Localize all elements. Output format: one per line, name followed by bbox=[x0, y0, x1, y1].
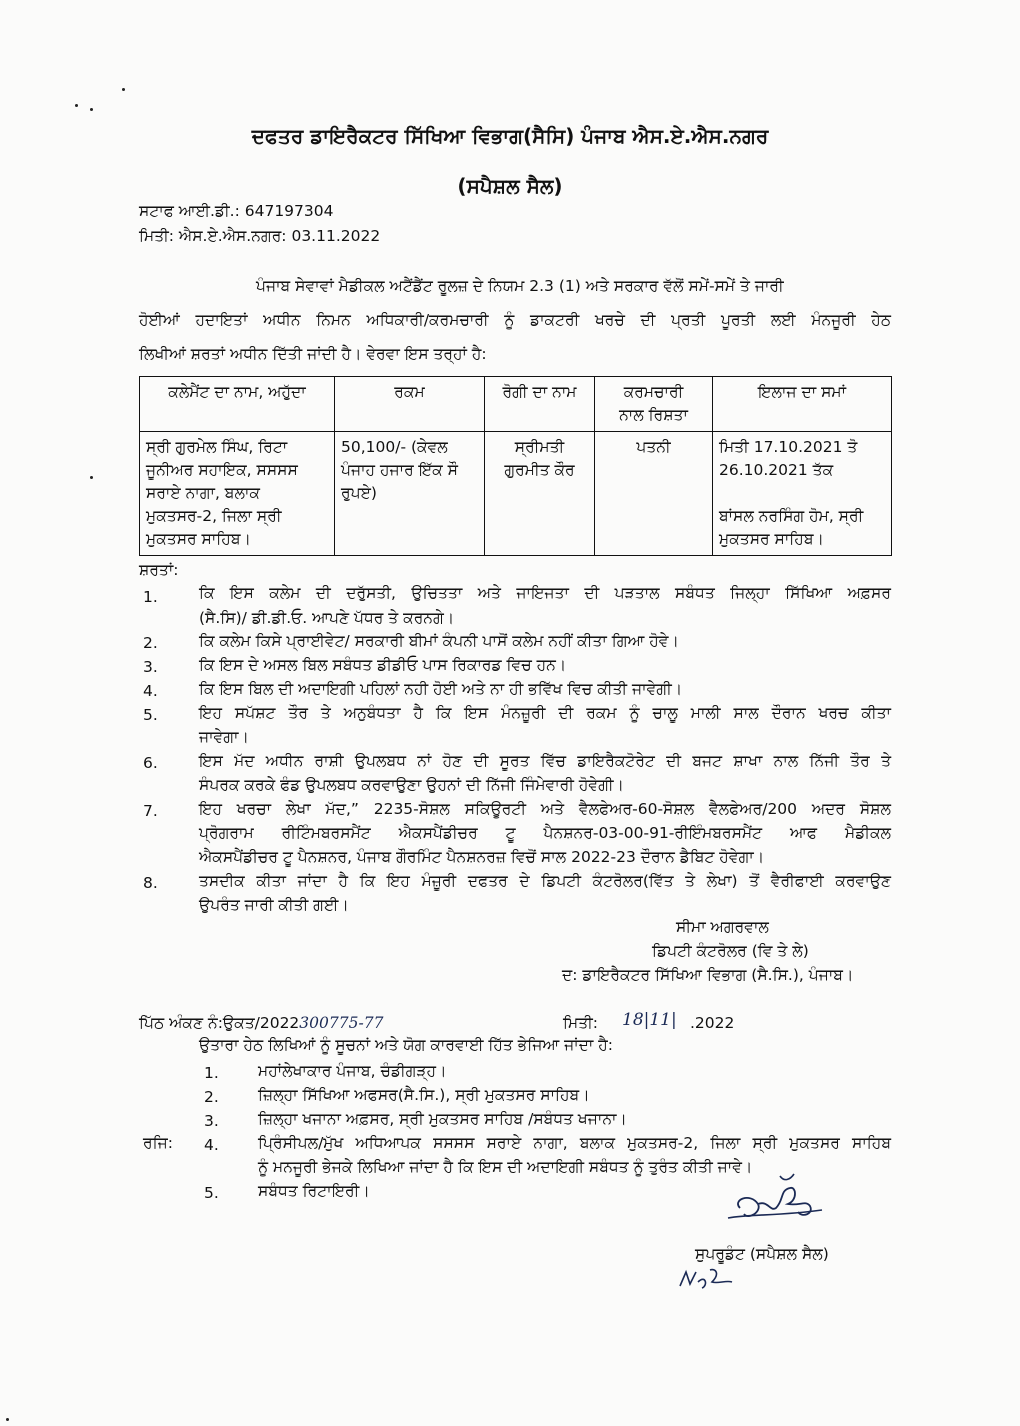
condition-text: ਜਾਵੇਗਾ। bbox=[199, 728, 249, 746]
condition-number: 7. bbox=[143, 802, 158, 820]
scan-speck bbox=[122, 88, 125, 91]
treatment-period-cell: ਮਿਤੀ 17.10.2021 ਤੋ 26.10.2021 ਤੱਕ ਬਾਂਸਲ ਨਰਸਿੰਗ ਹੋਮ, ਸ੍ਰੀ ਮੁਕਤਸਰ ਸਾਹਿਬ। bbox=[713, 432, 892, 556]
endorsement-number bbox=[139, 1014, 383, 1033]
condition-text: ਕਿ ਕਲੇਮ ਕਿਸੇ ਪ੍ਰਾਈਵੇਟ/ ਸਰਕਾਰੀ ਬੀਮਾਂ ਕੰਪਨੀ ਪਾਸੋਂ ਕਲੇਮ ਨਹੀਂ ਕੀਤਾ ਗਿਆ ਹੋਵੇ। bbox=[199, 632, 679, 650]
signatory-name: ਸੀਮਾ ਅਗਰਵਾਲ bbox=[676, 918, 769, 936]
cell-title: (ਸਪੈਸ਼ਲ ਸੈਲ) bbox=[457, 174, 563, 198]
condition-text: ਤਸਦੀਕ ਕੀਤਾ ਜਾਂਦਾ ਹੈ ਕਿ ਇਹ ਮੰਜ਼ੂਰੀ ਦਫਤਰ ਦੇ ਡਿਪਟੀ ਕੰਟਰੋਲਰ(ਵਿੱਤ ਤੇ ਲੇਖਾ) ਤੋਂ ਵੈਰੀਫਾਈ ਕਰਵਾਉਣ bbox=[199, 872, 891, 890]
claim-table-header: ਰਕਮ bbox=[335, 377, 485, 432]
condition-text: ਇਹ ਖਰਚਾ ਲੇਖਾ ਮੱਦ,” 2235-ਸੋਸ਼ਲ ਸਕਿਊਰਟੀ ਅਤੇ ਵੈਲਫੇਅਰ-60-ਸੋਸ਼ਲ ਵੈਲਫੇਅਰ/200 ਅਦਰ ਸੋਸ਼ਲ bbox=[199, 800, 891, 818]
condition-text: ਇਸ ਮੱਦ ਅਧੀਨ ਰਾਸ਼ੀ ਉਪਲਬਧ ਨਾਂ ਹੋਣ ਦੀ ਸੂਰਤ ਵਿੱਚ ਡਾਇਰੈਕਟੋਰੇਟ ਦੀ ਬਜਟ ਸ਼ਾਖਾ ਨਾਲ ਨਿੱਜੀ ਤੌਰ ਤੇ bbox=[199, 752, 891, 770]
claim-table-header: ਇਲਾਜ ਦਾ ਸਮਾਂ bbox=[713, 377, 892, 432]
claim-table-header: ਕਲੇਮੈਂਟ ਦਾ ਨਾਮ, ਅਹੁੱਦਾ bbox=[140, 377, 335, 432]
registered-label: ਰਜਿ: bbox=[143, 1134, 173, 1152]
recipient-number: 4. bbox=[204, 1136, 219, 1154]
claimant-cell: ਸ੍ਰੀ ਗੁਰਮੇਲ ਸਿੰਘ, ਰਿਟਾ ਜੂਨੀਅਰ ਸਹਾਇਕ, ਸਸਸਸ ਸਰਾਏ ਨਾਗਾ, ਬਲਾਕ ਮੁਕਤਸਰ-2, ਜਿਲਾ ਸ੍ਰੀ ਮੁਕਤਸਰ ਸਾਹਿਬ। bbox=[140, 432, 335, 556]
claim-table-header: ਰੋਗੀ ਦਾ ਨਾਮ bbox=[485, 377, 595, 432]
copy-forward-line: ਉਤਾਰਾ ਹੇਠ ਲਿਖਿਆਂ ਨੂੰ ਸੂਚਨਾਂ ਅਤੇ ਯੋਗ ਕਾਰਵਾਈ ਹਿੱਤ ਭੇਜਿਆ ਜਾਂਦਾ ਹੈ: bbox=[199, 1036, 614, 1054]
handwritten-dispatch-number: 300775-77 bbox=[299, 1014, 384, 1032]
endorsement-prefix: ਪਿੱਠ ਅੰਕਣ ਨੰ:ਉਕਤ/2022 bbox=[139, 1014, 300, 1032]
recipient-number: 1. bbox=[204, 1064, 219, 1082]
intro-line-2: ਹੋਈਆਂ ਹਦਾਇਤਾਂ ਅਧੀਨ ਨਿਮਨ ਅਧਿਕਾਰੀ/ਕਰਮਚਾਰੀ ਨੂੰ ਡਾਕਟਰੀ ਖਰਚੇ ਦੀ ਪ੍ਰਤੀ ਪੂਰਤੀ ਲਈ ਮੰਨਜੂਰੀ ਹੇਠ bbox=[139, 311, 891, 329]
intro-line-3: ਲਿਖੀਆਂ ਸ਼ਰਤਾਂ ਅਧੀਨ ਦਿੱਤੀ ਜਾਂਦੀ ਹੈ। ਵੇਰਵਾ ਇਸ ਤਰ੍ਹਾਂ ਹੈ: bbox=[139, 345, 487, 363]
condition-number: 2. bbox=[143, 634, 158, 652]
condition-number: 6. bbox=[143, 754, 158, 772]
condition-text: ਕਿ ਇਸ ਬਿਲ ਦੀ ਅਦਾਇਗੀ ਪਹਿਲਾਂ ਨਹੀ ਹੋਈ ਅਤੇ ਨਾ ਹੀ ਭਵਿੱਖ ਵਿਚ ਕੀਤੀ ਜਾਵੇਗੀ। bbox=[199, 680, 683, 698]
staff-id: ਸਟਾਫ ਆਈ.ਡੀ.: 647197304 bbox=[139, 202, 334, 220]
condition-text: ਇਹ ਸਪੱਸ਼ਟ ਤੌਰ ਤੇ ਅਨੁਬੰਧਤਾ ਹੈ ਕਿ ਇਸ ਮੰਨਜ਼ੂਰੀ ਦੀ ਰਕਮ ਨੂੰ ਚਾਲੂ ਮਾਲੀ ਸਾਲ ਦੌਰਾਨ ਖਰਚ ਕੀਤਾ bbox=[199, 704, 891, 722]
scan-speck bbox=[6, 1418, 9, 1421]
recipient-number: 5. bbox=[204, 1184, 219, 1202]
condition-text: ਕਿ ਇਸ ਕਲੇਮ ਦੀ ਦਰੁੱਸਤੀ, ਉਚਿਤਤਾ ਅਤੇ ਜਾਇਜਤਾ ਦੀ ਪੜਤਾਲ ਸਬੰਧਤ ਜਿਲ੍ਹਾ ਸਿੱਖਿਆ ਅਫ਼ਸਰ bbox=[199, 584, 891, 602]
condition-text: ਐਕਸਪੈਂਡੀਚਰ ਟੂ ਪੈਨਸ਼ਨਰ, ਪੰਜਾਬ ਗੌਰਮਿੰਟ ਪੈਨਸ਼ਨਰਜ਼ ਵਿਚੋਂ ਸਾਲ 2022-23 ਦੌਰਾਨ ਡੈਬਿਟ ਹੋਵੇਗਾ। bbox=[199, 848, 765, 866]
condition-text: ਉਪਰੰਤ ਜਾਰੀ ਕੀਤੀ ਗਈ। bbox=[199, 896, 349, 914]
condition-number: 3. bbox=[143, 658, 158, 676]
recipient-number: 2. bbox=[204, 1088, 219, 1106]
condition-text: ਕਿ ਇਸ ਦੇ ਅਸਲ ਬਿਲ ਸਬੰਧਤ ਡੀਡੀਓ ਪਾਸ ਰਿਕਾਰਡ ਵਿਚ ਹਨ। bbox=[199, 656, 567, 674]
scan-speck bbox=[75, 104, 78, 107]
relation-cell: ਪਤਨੀ bbox=[595, 432, 713, 556]
signatory-office: ਦ: ਡਾਇਰੈਕਟਰ ਸਿੱਖਿਆ ਵਿਭਾਗ (ਸੈ.ਸਿ.), ਪੰਜਾਬ। bbox=[562, 966, 854, 984]
superintendent-designation: ਸੁਪਰੂਡੰਟ (ਸਪੈਸ਼ਲ ਸੈਲ) bbox=[695, 1245, 829, 1263]
endorsement-date-label: ਮਿਤੀ: bbox=[563, 1014, 598, 1032]
endorsement-year: .2022 bbox=[690, 1014, 735, 1032]
conditions-heading: ਸ਼ਰਤਾਂ: bbox=[139, 561, 179, 579]
office-title: ਦਫਤਰ ਡਾਇਰੈਕਟਰ ਸਿੱਖਿਆ ਵਿਭਾਗ(ਸੈਸਿ) ਪੰਜਾਬ ਐਸ.ਏ.ਐਸ.ਨਗਰ bbox=[251, 124, 769, 148]
scan-speck bbox=[90, 476, 93, 479]
condition-text: ਪ੍ਰੋਗਰਾਮ ਰੀਟਿੰਮਬਰਸਮੈਂਟ ਐਕਸਪੈਂਡੀਚਰ ਟੂ ਪੈਨਸ਼ਨਰ-03-00-91-ਰੀਇੰਮਬਰਸਮੈਂਟ ਆਫ ਮੈਡੀਕਲ bbox=[199, 824, 891, 842]
condition-number: 4. bbox=[143, 682, 158, 700]
signatory-designation: ਡਿਪਟੀ ਕੰਟਰੋਲਰ (ਵਿ ਤੇ ਲੇ) bbox=[652, 942, 809, 960]
recipient-number: 3. bbox=[204, 1112, 219, 1130]
recipient-text: ਮਹਾਂਲੇਖਾਕਾਰ ਪੰਜਾਬ, ਚੰਡੀਗੜ੍ਹ। bbox=[258, 1062, 447, 1080]
scan-speck bbox=[90, 108, 93, 111]
recipient-text: ਜ਼ਿਲ੍ਹਾ ਖਜਾਨਾ ਅਫ਼ਸਰ, ਸ੍ਰੀ ਮੁਕਤਸਰ ਸਾਹਿਬ /ਸਬੰਧਤ ਖਜਾਨਾ। bbox=[258, 1110, 627, 1128]
handwritten-date: 18|11| bbox=[622, 1010, 677, 1030]
amount-cell: 50,100/- (ਕੇਵਲ ਪੰਜਾਹ ਹਜਾਰ ਇੱਕ ਸੌ ਰੁਪਏ) bbox=[335, 432, 485, 556]
condition-text: ਸੰਪਰਕ ਕਰਕੇ ਫੰਡ ਉਪਲਬਧ ਕਰਵਾਉਣਾ ਉਹਨਾਂ ਦੀ ਨਿੱਜੀ ਜਿੰਮੇਵਾਰੀ ਹੋਵੇਗੀ। bbox=[199, 776, 624, 794]
condition-number: 8. bbox=[143, 874, 158, 892]
recipient-text: ਪ੍ਰਿੰਸੀਪਲ/ਮੁੱਖ ਅਧਿਆਪਕ ਸਸਸਸ ਸਰਾਏ ਨਾਗਾ, ਬਲਾਕ ਮੁਕਤਸਰ-2, ਜਿਲਾ ਸ੍ਰੀ ਮੁਕਤਸਰ ਸਾਹਿਬ bbox=[258, 1134, 891, 1152]
recipient-text: ਨੂੰ ਮਨਜੂਰੀ ਭੇਜਕੇ ਲਿਖਿਆ ਜਾਂਦਾ ਹੈ ਕਿ ਇਸ ਦੀ ਅਦਾਇਗੀ ਸਬੰਧਤ ਨੂੰ ਤੁਰੰਤ ਕੀਤੀ ਜਾਵੇ। bbox=[258, 1158, 753, 1176]
intro-line-1: ਪੰਜਾਬ ਸੇਵਾਵਾਂ ਮੈਡੀਕਲ ਅਟੈਂਡੈਂਟ ਰੂਲਜ਼ ਦੇ ਨਿਯਮ 2.3 (1) ਅਤੇ ਸਰਕਾਰ ਵੱਲੋਂ ਸਮੇਂ-ਸਮੇਂ ਤੇ ਜਾਰੀ bbox=[256, 277, 784, 295]
condition-number: 1. bbox=[143, 588, 158, 606]
patient-cell: ਸ੍ਰੀਮਤੀ ਗੁਰਮੀਤ ਕੌਰ bbox=[485, 432, 595, 556]
recipient-text: ਸਬੰਧਤ ਰਿਟਾਇਰੀ। bbox=[258, 1182, 370, 1200]
handwritten-signature bbox=[710, 1170, 840, 1245]
handwritten-initials bbox=[676, 1260, 740, 1294]
claim-table-header: ਕਰਮਚਾਰੀ ਨਾਲ ਰਿਸ਼ਤਾ bbox=[595, 377, 713, 432]
condition-number: 5. bbox=[143, 706, 158, 724]
claim-table bbox=[139, 376, 892, 556]
letter-date: ਮਿਤੀ: ਐਸ.ਏ.ਐਸ.ਨਗਰ: 03.11.2022 bbox=[139, 227, 381, 245]
recipient-text: ਜ਼ਿਲ੍ਹਾ ਸਿੱਖਿਆ ਅਫਸਰ(ਸੈ.ਸਿ.), ਸ੍ਰੀ ਮੁਕਤਸਰ ਸਾਹਿਬ। bbox=[258, 1086, 590, 1104]
table-row bbox=[140, 432, 892, 556]
condition-text: (ਸੈ.ਸਿ)/ ਡੀ.ਡੀ.ਓ. ਆਪਣੇ ਪੱਧਰ ਤੇ ਕਰਨਗੇ। bbox=[199, 609, 455, 627]
claim-table-header-row bbox=[140, 377, 892, 432]
